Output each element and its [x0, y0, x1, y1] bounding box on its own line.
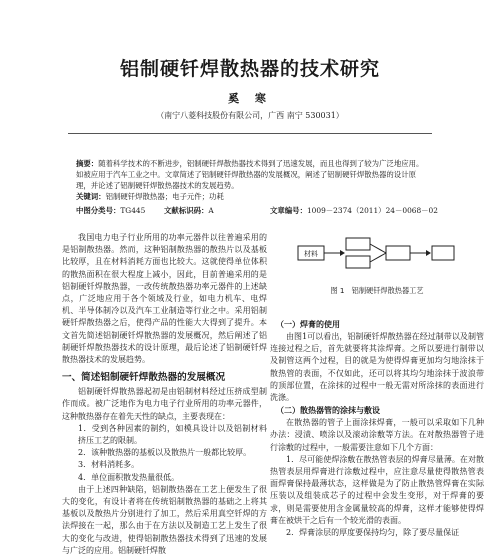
process-box — [432, 246, 454, 260]
doc-code-label: 文献标识码： — [164, 206, 209, 215]
process-box — [346, 238, 370, 250]
clc-text: TG445 — [120, 206, 146, 215]
list-item: 2．该种散热器的基板以及散热片一般都比较厚。 — [78, 448, 252, 458]
keywords-row — [76, 191, 224, 202]
section-1-paragraph-2: 由于上述四种缺陷，铝制散热器在工艺上便发生了很大的变化，有设计者将在传统铝制散热器的基础之上将其基板以及散热片分别进行了加工，然后采用真空钎焊的方法焊接在一起，那么由于在方法以及制造工艺上发生了很大的变化与改进，使得铝制散热器技术得到了迅速的发展与广泛的应用。铝制硬钎焊散 — [62, 484, 267, 555]
arrow-head-icon — [340, 250, 345, 256]
right-column — [270, 318, 484, 539]
right-paragraph-3: 1．尽可能使焊涂敷在散热管表层的焊膏尽量薄。在对散热管表层用焊膏进行涂敷过程中，应注意尽量使得散热管表面焊膏保持最薄状态，这样做是为了防止散热管焊膏在实际压装以及组装成芯子的过程中会发生变形，对于焊膏的要求，则是需要使用含金属量较高的焊膏，这样才能够使得焊膏在被烘干之后有一个较光滑的表面。 — [270, 454, 484, 525]
abstract-label: 摘要： — [76, 159, 99, 168]
paper-title: 铝制硬钎焊散热器的技术研究 — [119, 58, 380, 80]
clc-label: 中图分类号： — [76, 206, 121, 215]
list-item: 3．材料消耗多。 — [78, 460, 140, 470]
figure-caption: 图 1 铝制硬钎焊散热器工艺 — [330, 286, 424, 295]
right-paragraph-2: 在散热器的管子上面涂抹焊膏，一般可以采取如下几种办法：浸渍、喷涂以及滚动涂敷等方法。在对散热器管子进行涂敷的过程中，一般需要注意如下几个方面： — [270, 418, 484, 452]
flow-arrow — [370, 253, 386, 262]
material-box-label: 材料 — [304, 250, 318, 258]
abstract-block — [76, 158, 428, 191]
flow-arrow — [370, 244, 386, 253]
abstract-text: 随着科学技术的不断进步，铝制硬钎焊散热器技术得到了迅速发展，而且也得到了较为广泛地应用。如被应用于汽车工业之中。文章简述了铝制硬钎焊散热器的发展概况，阐述了铝制硬钎焊散热器的设计原理，并论述了铝制硬钎焊散热器技术的发展趋势。 — [76, 159, 424, 190]
header-divider — [68, 133, 432, 134]
author-name: 奚 寒 — [228, 92, 272, 105]
author-affiliation: （南宁八菱科技股份有限公司，广西 南宁 530031） — [156, 111, 344, 120]
process-figure — [296, 232, 456, 276]
right-paragraph-4: 2．焊膏涂层的厚度要保持均匀，除了要尽量保证 — [286, 528, 460, 538]
classification-row — [76, 205, 214, 216]
subsection-heading-1: （一）焊膏的使用 — [276, 320, 340, 329]
subsection-heading-2: （二）散热器管的涂抹与敷设 — [276, 406, 380, 416]
process-box — [386, 246, 410, 260]
left-column — [62, 232, 267, 557]
list-item: 1．受到各种因素的制约，如模具设计以及铝制材料挤压工艺的限制。 — [78, 423, 267, 446]
article-number-label: 文章编号： — [270, 206, 307, 215]
right-paragraph-1: 由图1可以看出，铝制硬钎焊散热器在经过制带以及制管连接过程之后，首先就要将其涂焊膏。之所以要进行制带以及制管这两个过程，目的就是为使得焊膏更加均匀地涂抹于散热管的表面，不仅如此，还可以将其均匀地涂抹于波浪带的顶部位置，在涂抹的过程中一般无需对所涂抹的表面进行洗涤。 — [270, 332, 484, 403]
article-number-text: 1009－2374（2011）24－0068－02 — [306, 206, 438, 215]
section-1-heading: 一、简述铝制硬钎焊散热器的发展概况 — [62, 372, 226, 384]
arrow-head-icon — [426, 250, 431, 256]
article-number-row — [270, 205, 438, 216]
list-item: 4．单位面积散发热量很低。 — [78, 472, 180, 482]
process-box — [346, 256, 370, 268]
keywords-text: 铝制硬钎焊散热器；电子元件；功耗 — [105, 192, 224, 201]
keywords-label: 关键词： — [76, 192, 106, 201]
section-1-paragraph: 铝制硬钎焊散热器起初是由铝制材料经过压挤成型制作而成。被广泛地作为电力电子行业所用的功率元器件，这种散热器存在着先天性的缺点，主要表现在： — [62, 387, 267, 421]
process-flow-diagram — [296, 232, 456, 276]
intro-paragraph: 我国电力电子行业所用的功率元器件以往普遍采用的是铝制散热器。然而，这种铝制散热器的散热片以及基板比较厚，且在材料消耗方面也比较大。这就使得单位体积的散热面积在很大程度上减小，因此，目前普遍采用的是铝制硬钎焊散热器，一改传统散热器功率元器件的上述缺点，广泛地应用于各个领域及行业，如电力机车、电焊机、半导体制冷以及汽车工业制造等行业之中。采用铝制硬钎焊散热器之后，使得产品的性能大大得到了提升。本文首先简述铝制硬钎焊散热器的发展概况，然后阐述了铝制硬钎焊散热器技术的设计原理，最后论述了铝制硬钎焊散热器技术的发展趋势。 — [62, 233, 267, 365]
doc-code-text: A — [208, 206, 214, 215]
